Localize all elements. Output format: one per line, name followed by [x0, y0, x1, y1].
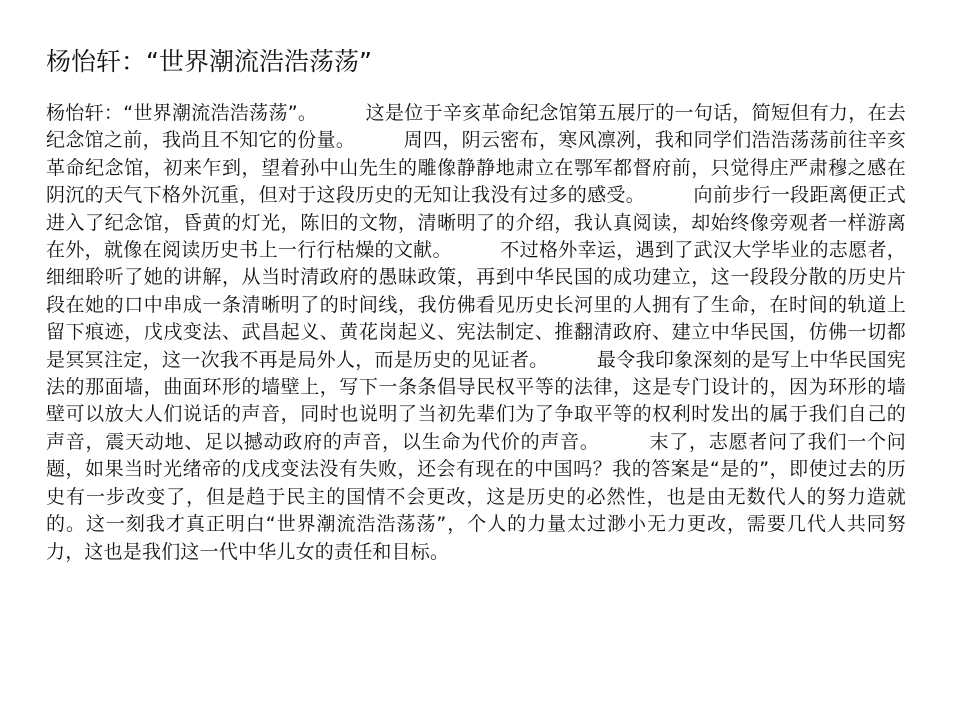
document-body-text: 杨怡轩：“世界潮流浩浩荡荡”。 这是位于辛亥革命纪念馆第五展厅的一句话，简短但有力，在去纪念馆之前，我尚且不知它的份量。 周四，阴云密布，寒风凛冽，我和同学们浩浩荡荡前往辛亥革命纪念馆，初来乍到，望着孙中山先生的雕像静静地肃立在鄂军都督府前，只觉得庄严肃穆之感在阴沉的天气下格外沉重，但对于这段历史的无知让我没有过多的感受。 向前步行一段距离便正式进入了纪念馆，昏黄的灯光，陈旧的文物，清晰明了的介绍，我认真阅读，却始终像旁观者一样游离在外，就像在阅读历史书上一行行枯燥的文献。 不过格外幸运，遇到了武汉大学毕业的志愿者，细细聆听了她的讲解，从当时清政府的愚昧政策，再到中华民国的成功建立，这一段段分散的历史片段在她的口中串成一条清晰明了的时间线，我仿佛看见历史长河里的人拥有了生命，在时间的轨道上留下痕迹，戊戌变法、武昌起义、黄花岗起义、宪法制定、推翻清政府、建立中华民国，仿佛一切都是冥冥注定，这一次我不再是局外人，而是历史的见证者。 最令我印象深刻的是写上中华民国宪法的那面墙，曲面环形的墙壁上，写下一条条倡导民权平等的法律，这是专门设计的，因为环形的墙壁可以放大人们说话的声音，同时也说明了当初先辈们为了争取平等的权利时发出的属于我们自己的声音，震天动地、足以撼动政府的声音，以生命为代价的声音。 末了，志愿者问了我们一个问题，如果当时光绪帝的戊戌变法没有失败，还会有现在的中国吗？我的答案是“是的”，即使过去的历史有一步改变了，但是趋于民主的国情不会更改，这是历史的必然性，也是由无数代人的努力造就的。这一刻我才真正明白“世界潮流浩浩荡荡”，个人的力量太过渺小无力更改，需要几代人共同努力，这也是我们这一代中华儿女的责任和目标。 — [46, 102, 906, 563]
document-title: 杨怡轩：“世界潮流浩浩荡荡” — [46, 47, 372, 76]
